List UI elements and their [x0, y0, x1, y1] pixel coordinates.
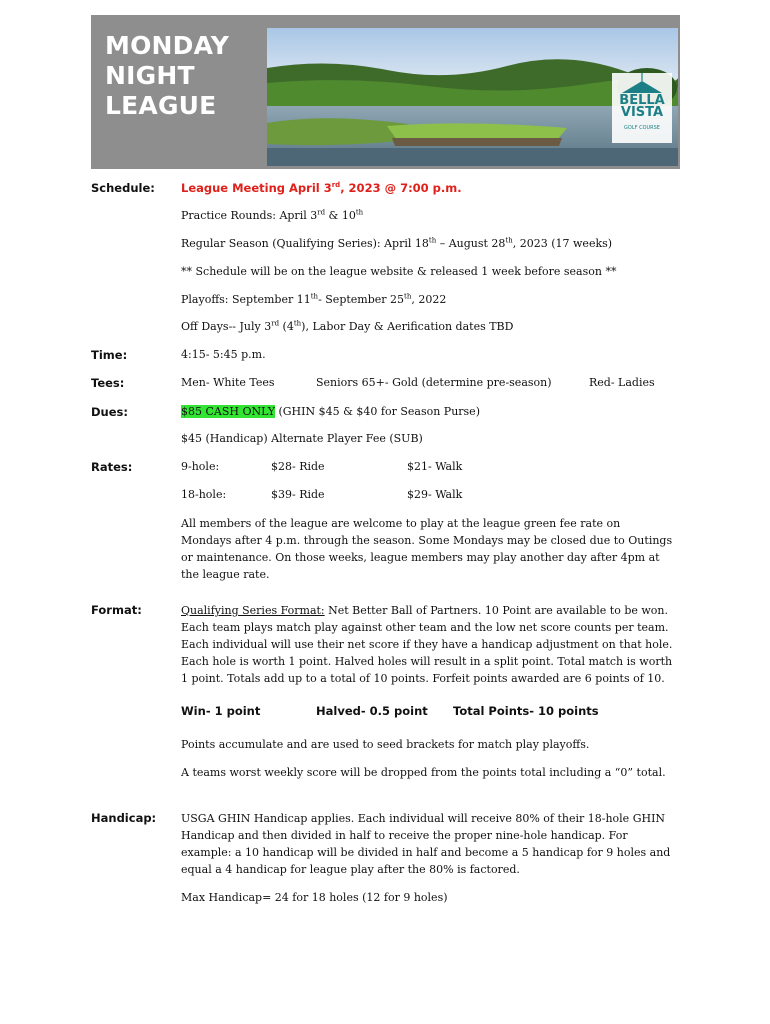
- header-banner: [91, 15, 680, 169]
- time-value: 4:15- 5:45 p.m.: [181, 348, 266, 361]
- total-points: Total Points- 10 points: [453, 704, 599, 718]
- format-label: Format:: [91, 603, 142, 617]
- rate-18-holes: 18-hole:: [181, 488, 227, 501]
- regular-season-line: Regular Season (Qualifying Series): April 18th – August 28th, 2023 (17 weeks): [181, 236, 613, 250]
- banner-title-line-2: NIGHT: [105, 61, 195, 90]
- dues-line: $85 CASH ONLY (GHIN $45 & $40 for Season Purse): [181, 405, 480, 418]
- rate-18-ride: $39- Ride: [271, 488, 325, 501]
- halved-points: Halved- 0.5 point: [316, 704, 428, 718]
- tees-label: Tees:: [91, 376, 125, 390]
- rates-label: Rates:: [91, 460, 133, 474]
- rate-9-holes: 9-hole:: [181, 460, 220, 473]
- schedule-label: Schedule:: [91, 181, 155, 195]
- banner-title: [105, 31, 229, 121]
- banner-title-line-3: LEAGUE: [105, 91, 217, 120]
- dues-label: Dues:: [91, 405, 128, 419]
- bella-vista-logo: [612, 73, 672, 143]
- win-points: Win- 1 point: [181, 704, 261, 718]
- format-paragraph: Qualifying Series Format: Net Better Ball of Partners. 10 Point are available to be won. Each team plays match play against other team and the low net score counts per team. Each individual will use their net score if they have a handicap adjustment on that hole. Each hole is worth 1 point. Halved holes will result in a split point. Total match is worth 1 point. Totals add up to a total of 10 points. Forfeit points awarded are 6 points of 10.: [181, 604, 673, 685]
- handicap-label: Handicap:: [91, 811, 157, 825]
- schedule-note: ** Schedule will be on the league website & released 1 week before season **: [181, 265, 617, 278]
- practice-rounds-line: Practice Rounds: April 3rd & 10th: [181, 208, 364, 222]
- points-note-2: A teams worst weekly score will be dropped from the points total including a “0” total.: [181, 766, 666, 779]
- alternate-fee-line: $45 (Handicap) Alternate Player Fee (SUB): [181, 432, 423, 445]
- tees-red: Red- Ladies: [589, 376, 655, 389]
- tees-seniors: Seniors 65+- Gold (determine pre-season): [316, 376, 552, 389]
- handicap-paragraph: USGA GHIN Handicap applies. Each individual will receive 80% of their 18-hole GHIN Handicap and then divided in half to receive the proper nine-hole handicap. For example: a 10 handicap will be divided in half and become a 5 handicap for 9 holes and equal a 4 handicap for league play after the 80% is factored.: [181, 812, 671, 876]
- dues-highlight: $85 CASH ONLY: [181, 405, 275, 418]
- playoffs-line: Playoffs: September 11th- September 25th, 2022: [181, 292, 447, 306]
- logo-subtitle: GOLF COURSE: [624, 125, 660, 131]
- league-meeting-line: League Meeting April 3rd, 2023 @ 7:00 p.m.: [181, 181, 462, 195]
- format-heading: Qualifying Series Format:: [181, 604, 325, 617]
- logo-line-1: BELLA: [619, 93, 665, 108]
- max-handicap: Max Handicap= 24 for 18 holes (12 for 9 holes): [181, 891, 448, 904]
- rates-paragraph: All members of the league are welcome to play at the league green fee rate on Mondays after 4 p.m. through the season. Some Mondays may be closed due to Outings or maintenance. On those weeks, league members may play another day after 4pm at the league rate.: [181, 517, 673, 581]
- rate-18-walk: $29- Walk: [407, 488, 463, 501]
- points-note-1: Points accumulate and are used to seed brackets for match play playoffs.: [181, 738, 590, 751]
- time-label: Time:: [91, 348, 128, 362]
- rate-9-walk: $21- Walk: [407, 460, 463, 473]
- banner-title-line-1: MONDAY: [105, 31, 230, 60]
- tees-men: Men- White Tees: [181, 376, 275, 389]
- rate-9-ride: $28- Ride: [271, 460, 325, 473]
- logo-wordmark: [612, 95, 672, 119]
- off-days-line: Off Days-- July 3rd (4th), Labor Day & Aerification dates TBD: [181, 319, 514, 333]
- logo-line-2: VISTA: [620, 105, 664, 120]
